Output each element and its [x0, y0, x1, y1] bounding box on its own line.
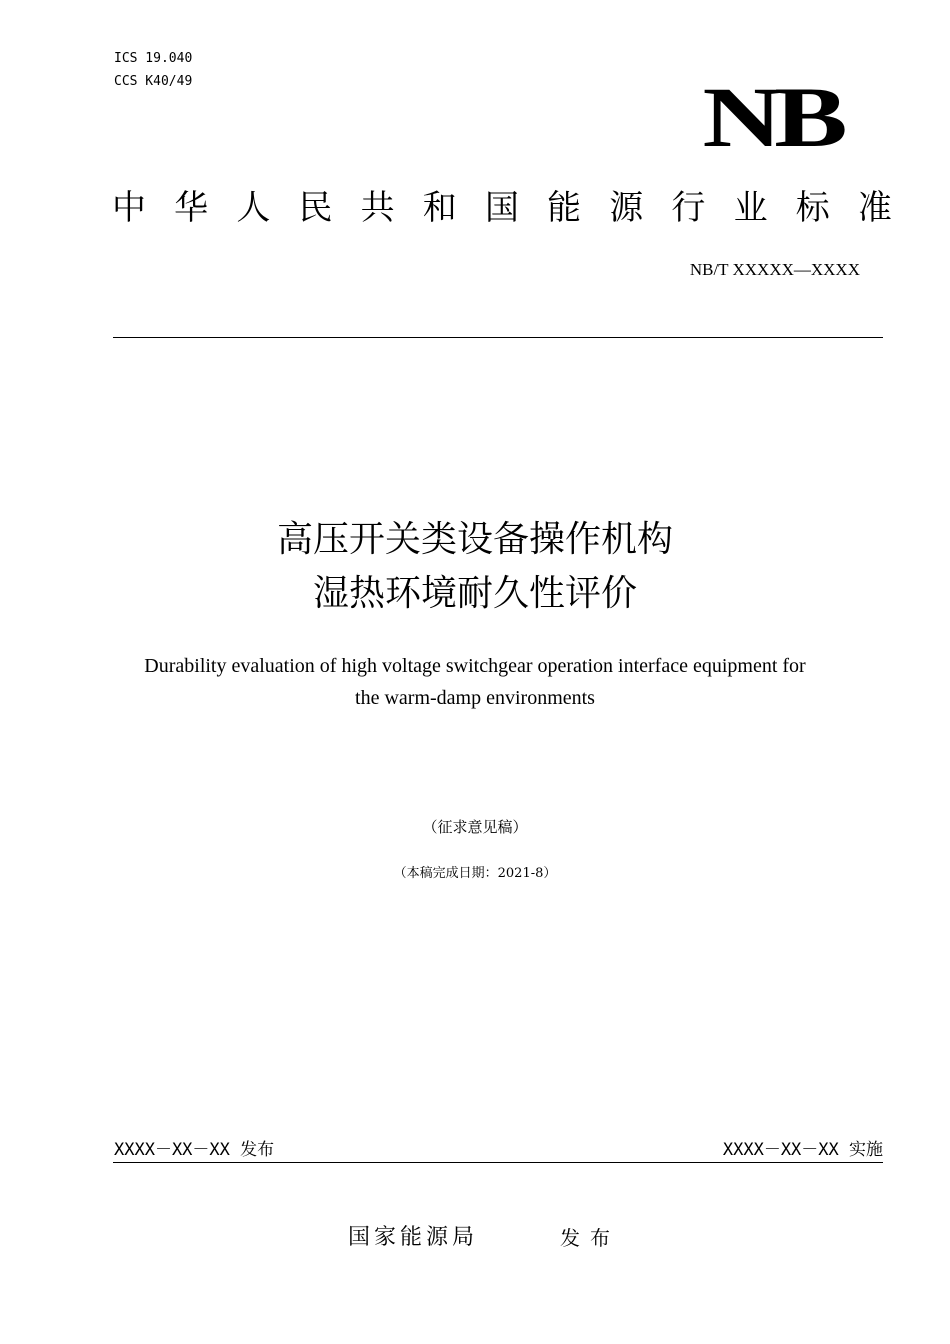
org-char: 共: [360, 188, 395, 228]
title-en-line1: Durability evaluation of high voltage switchgear operation interface equipment for: [144, 655, 806, 677]
nb-logo: NB: [702, 69, 840, 165]
org-char: 能: [547, 188, 582, 228]
publish-date: XXXX－XX－XX 发布: [114, 1140, 275, 1160]
top-divider: [113, 337, 883, 338]
org-char: 华: [174, 188, 209, 228]
draft-status: （征求意见稿）: [422, 818, 528, 836]
org-char: 民: [298, 188, 333, 228]
issue-label: 发布: [560, 1226, 620, 1250]
org-char: 行: [671, 188, 706, 228]
org-char: 中: [112, 188, 146, 228]
title-cn-line2: 湿热环境耐久性评价: [312, 573, 637, 614]
ics-code: ICS 19.040: [114, 51, 193, 66]
org-char: 准: [857, 188, 892, 228]
title-en-line2: the warm-damp environments: [355, 687, 595, 709]
bottom-divider: [113, 1162, 883, 1163]
title-cn-line1: 高压开关类设备操作机构: [276, 519, 673, 560]
issuing-authority: 国家能源局: [348, 1225, 479, 1250]
ccs-code: CCS K40/49: [114, 74, 193, 89]
org-char: 源: [609, 188, 644, 228]
org-char: 国: [484, 188, 519, 228]
org-char: 标: [795, 188, 830, 228]
standard-number: NB/T XXXXX—XXXX: [689, 260, 860, 279]
org-char: 和: [422, 188, 457, 228]
org-char: 业: [733, 188, 768, 228]
organization-title: [112, 186, 892, 230]
implement-date: XXXX－XX－XX 实施: [722, 1140, 883, 1160]
completion-date: （本稿完成日期：2021-8）: [393, 866, 557, 881]
org-char: 人: [236, 188, 271, 228]
